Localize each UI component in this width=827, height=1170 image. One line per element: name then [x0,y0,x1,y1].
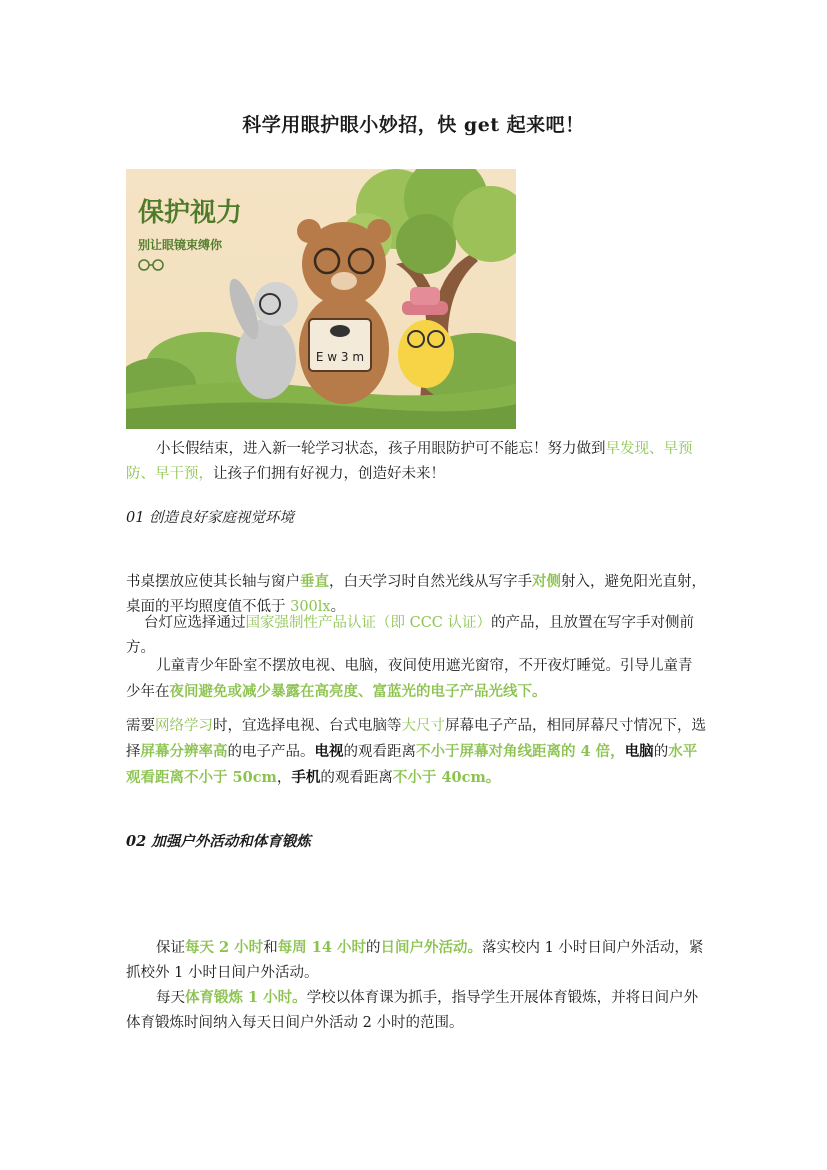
section1-paragraph-4 [126,714,706,791]
text: ， [276,770,292,786]
text: 落实校内 1 小时日间户外活动，紧抓校外 1 小时日间户外活动。 [126,940,704,981]
highlight: 大尺寸 [401,718,445,734]
text: 儿童青少年卧室不摆放电视、电脑，夜间使用遮光窗帘，不开夜灯睡觉。引导儿童青少年在 [126,658,693,700]
intro-text-2: 让孩子们拥有好视力，创造好未来！ [213,466,445,482]
highlight: 对侧 [532,573,561,590]
highlight: 每周 14 小时 [277,939,366,956]
text: 学校以体育课为抓手，指导学生开展体育锻炼，并将日间户外体育锻炼时间纳入每天日间户外活动 2 小时的范围。 [126,990,699,1031]
highlight: 300lx [290,599,331,615]
text: 和 [263,940,278,956]
text: 的 [365,940,381,956]
highlight: 网络学习 [155,718,213,734]
highlight: 不小于 40cm。 [392,769,501,786]
text: 的观看距离 [320,770,393,786]
section-heading-2: 02 加强户外活动和体育锻炼 [126,833,311,850]
illustration-headline: 保护视力 [138,198,243,228]
highlight: 不小于屏幕对角线距离的 4 倍， [416,743,625,760]
text: 每天 [156,990,185,1006]
bold-term: 电脑 [624,743,654,760]
section1-paragraph-3 [126,654,706,705]
text: ，白天学习时自然光线从写字手 [329,574,532,590]
page-title: 科学用眼护眼小妙招，快 get 起来吧！ [242,114,585,136]
text: 书桌摆放应使其长轴与窗户 [126,574,300,590]
text: 。 [330,599,346,615]
highlight: 屏幕分辨率高 [140,743,228,760]
text: 射入，避免阳光直射，桌面的平均照度值不低于 [126,574,706,615]
highlight: 日间户外活动。 [380,939,482,956]
intro-text-1: 小长假结束，进入新一轮学习状态，孩子用眼防护可不能忘！努力做到 [156,441,606,457]
highlight: 每天 2 小时 [185,939,264,956]
text: 时，宜选择电视、台式电脑等 [213,718,402,734]
highlight: 体育锻炼 1 小时。 [185,989,307,1006]
eye-protection-illustration [126,169,516,429]
text: 保证 [156,940,185,956]
text: 需要 [126,718,155,734]
bold-term: 手机 [291,769,321,786]
section-heading-1: 01 创造良好家庭视觉环境 [126,510,295,526]
eye-chart-letters: E w 3 m [315,350,365,364]
text: 的 [653,744,669,760]
section2-paragraph-2 [126,985,706,1036]
bold-term: 电视 [314,743,344,760]
text: 的观看距离 [343,744,416,760]
highlight: 夜间避免或减少暴露在高亮度、富蓝光的电子产品光线下。 [169,683,547,700]
text: 的电子产品。 [227,744,315,760]
section2-paragraph-1 [126,935,706,986]
highlight: 水平观看距离不小于 50cm [126,743,698,786]
illustration-svg [126,169,516,429]
text: 台灯应选择通过 [144,615,246,631]
text: 屏幕电子产品，相同屏幕尺寸情况下，选择 [126,718,706,760]
text: 的产品，且放置在写字手对侧前方。 [126,615,695,656]
highlight: 国家强制性产品认证（即 CCC 认证） [245,615,492,631]
highlight: 垂直 [300,573,329,590]
intro-highlight: 早发现、早预防、早干预， [126,441,693,482]
intro-paragraph [126,437,706,487]
illustration-subline: 别让眼镜束缚你 [138,238,223,252]
